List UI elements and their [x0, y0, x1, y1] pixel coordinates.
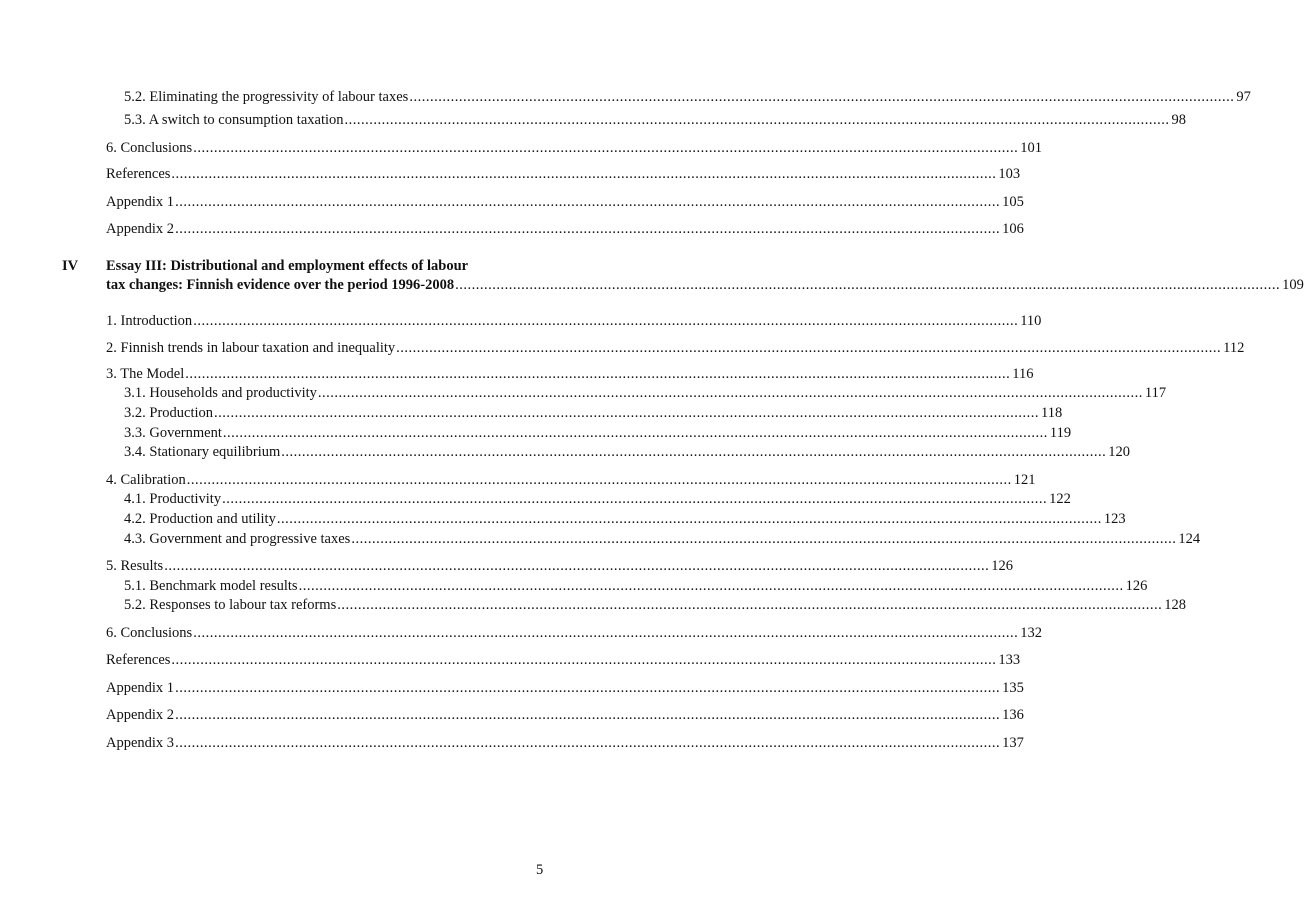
toc-entry-label: 5.3. A switch to consumption taxation: [124, 112, 344, 128]
toc-entry: [124, 424, 1072, 442]
toc-entry-label: 6. Conclusions: [106, 625, 193, 641]
toc-entry-page: 116: [1012, 366, 1034, 382]
toc-entry: [124, 530, 1201, 548]
toc-entry: [106, 312, 1042, 330]
toc-entry: [124, 404, 1063, 422]
toc-entry-label: 5. Results: [106, 558, 164, 574]
toc-leader-dots: ........................................................................................................................................................................................................: [175, 707, 1001, 723]
toc-entry: [124, 577, 1148, 595]
toc-entry-label: Appendix 2: [106, 221, 175, 237]
toc-entry-page: 137: [1002, 735, 1024, 751]
toc-entry: [106, 193, 1024, 211]
toc-leader-dots: ........................................................................................................................................................................................................: [175, 680, 1001, 696]
toc-entry-page: 132: [1020, 625, 1042, 641]
toc-entry-page: 101: [1020, 140, 1042, 156]
toc-leader-dots: ........................................................................................................................................................................................................: [396, 340, 1222, 356]
toc-entry-label: 3.3. Government: [124, 425, 222, 441]
toc-entry-page: 121: [1013, 472, 1036, 488]
toc-leader-dots: ........................................................................................................................................................................................................: [185, 366, 1011, 382]
toc-entry-page: 97: [1236, 89, 1251, 105]
toc-entry: [106, 624, 1042, 642]
toc-entry-label: 5.2. Responses to labour tax reforms: [124, 597, 337, 613]
toc-entry: [124, 596, 1186, 614]
toc-entry-page: 117: [1144, 385, 1167, 401]
toc-entry-label: 6. Conclusions: [106, 140, 193, 156]
toc-leader-dots: ........................................................................................................................................................................................................: [193, 625, 1019, 641]
toc-entry: [106, 557, 1013, 575]
toc-entry-label: 4.1. Productivity: [124, 491, 222, 507]
toc-leader-dots: ........................................................................................................................................................................................................: [175, 735, 1001, 751]
toc-entry-page: 112: [1223, 340, 1245, 356]
toc-leader-dots: ........................................................................................................................................................................................................: [409, 89, 1235, 105]
toc-leader-dots: ........................................................................................................................................................................................................: [164, 558, 990, 574]
toc-leader-dots: ........................................................................................................................................................................................................: [222, 491, 1048, 507]
toc-entry-page: 126: [991, 558, 1013, 574]
toc-entry-label: 1. Introduction: [106, 313, 193, 329]
toc-entry-page: 118: [1041, 405, 1063, 421]
toc-entry-page: 136: [1002, 707, 1024, 723]
toc-leader-dots: ........................................................................................................................................................................................................: [171, 652, 997, 668]
part-title-line-1: Essay III: Distributional and employment effects of labour: [106, 258, 469, 274]
toc-entry-page: 123: [1103, 511, 1126, 527]
toc-entry: [106, 139, 1042, 157]
toc-entry-page: 135: [1002, 680, 1024, 696]
toc-leader-dots: ........................................................................................................................................................................................................: [171, 166, 997, 182]
toc-leader-dots: ........................................................................................................................................................................................................: [193, 313, 1019, 329]
toc-leader-dots: ........................................................................................................................................................................................................: [455, 277, 1281, 293]
toc-leader-dots: ........................................................................................................................................................................................................: [186, 472, 1012, 488]
toc-entry-page: 133: [998, 652, 1021, 668]
toc-leader-dots: ........................................................................................................................................................................................................: [351, 531, 1177, 547]
part-title-page: 109: [1282, 277, 1304, 293]
toc-entry: [106, 471, 1036, 489]
toc-entry-page: 128: [1164, 597, 1186, 613]
toc-entry-label: Appendix 1: [106, 680, 175, 696]
toc-entry: [124, 88, 1251, 106]
toc-leader-dots: ........................................................................................................................................................................................................: [214, 405, 1040, 421]
toc-entry-label: 4.3. Government and progressive taxes: [124, 531, 351, 547]
toc-entry-label: 3.1. Households and productivity: [124, 385, 317, 401]
part-numeral: IV: [62, 258, 79, 274]
toc-entry-label: 3. The Model: [106, 366, 185, 382]
toc-leader-dots: ........................................................................................................................................................................................................: [298, 578, 1124, 594]
toc-entry: [124, 510, 1126, 528]
toc-entry-label: 5.1. Benchmark model results: [124, 578, 298, 594]
toc-leader-dots: ........................................................................................................................................................................................................: [281, 444, 1107, 460]
toc-entry-label: References: [106, 166, 171, 182]
toc-entry: [106, 339, 1245, 357]
toc-entry-page: 110: [1020, 313, 1042, 329]
toc-leader-dots: ........................................................................................................................................................................................................: [222, 425, 1048, 441]
toc-entry: [124, 443, 1131, 461]
toc-entry-label: 2. Finnish trends in labour taxation and inequality: [106, 340, 396, 356]
toc-entry-label: Appendix 1: [106, 194, 175, 210]
toc-entry: [124, 384, 1167, 402]
toc-entry-label: Appendix 2: [106, 707, 175, 723]
toc-entry-label: 4. Calibration: [106, 472, 186, 488]
toc-entry-page: 105: [1002, 194, 1024, 210]
toc-leader-dots: ........................................................................................................................................................................................................: [276, 511, 1102, 527]
toc-entry-page: 98: [1171, 112, 1187, 128]
toc-entry-label: Appendix 3: [106, 735, 175, 751]
toc-leader-dots: ........................................................................................................................................................................................................: [317, 385, 1143, 401]
toc-leader-dots: ........................................................................................................................................................................................................: [175, 194, 1001, 210]
toc-entry-label: 4.2. Production and utility: [124, 511, 276, 527]
toc-entry: [124, 111, 1187, 129]
part-title-line-2: [106, 276, 1304, 294]
toc-entry-page: 106: [1002, 221, 1024, 237]
toc-entry: [106, 165, 1021, 183]
part-title-label: tax changes: Finnish evidence over the period 1996-2008: [106, 277, 455, 293]
toc-leader-dots: ........................................................................................................................................................................................................: [344, 112, 1170, 128]
toc-entry: [106, 706, 1024, 724]
toc-entry-page: 119: [1049, 425, 1072, 441]
toc-entry-page: 120: [1108, 444, 1131, 460]
toc-entry: [106, 365, 1034, 383]
toc-entry-label: 3.4. Stationary equilibrium: [124, 444, 281, 460]
toc-leader-dots: ........................................................................................................................................................................................................: [175, 221, 1001, 237]
toc-entry: [106, 734, 1024, 752]
toc-entry-label: References: [106, 652, 171, 668]
toc-entry-page: 122: [1049, 491, 1071, 507]
toc-leader-dots: ........................................................................................................................................................................................................: [337, 597, 1163, 613]
toc-entry: [124, 490, 1071, 508]
toc-entry-page: 103: [998, 166, 1021, 182]
toc-entry: [106, 220, 1024, 238]
toc-entry: [106, 651, 1021, 669]
toc-entry-label: 3.2. Production: [124, 405, 214, 421]
page-number: 5: [536, 862, 544, 878]
toc-entry-page: 126: [1125, 578, 1148, 594]
toc-entry: [106, 679, 1024, 697]
toc-leader-dots: ........................................................................................................................................................................................................: [193, 140, 1019, 156]
toc-entry-page: 124: [1178, 531, 1201, 547]
toc-entry-label: 5.2. Eliminating the progressivity of labour taxes: [124, 89, 409, 105]
